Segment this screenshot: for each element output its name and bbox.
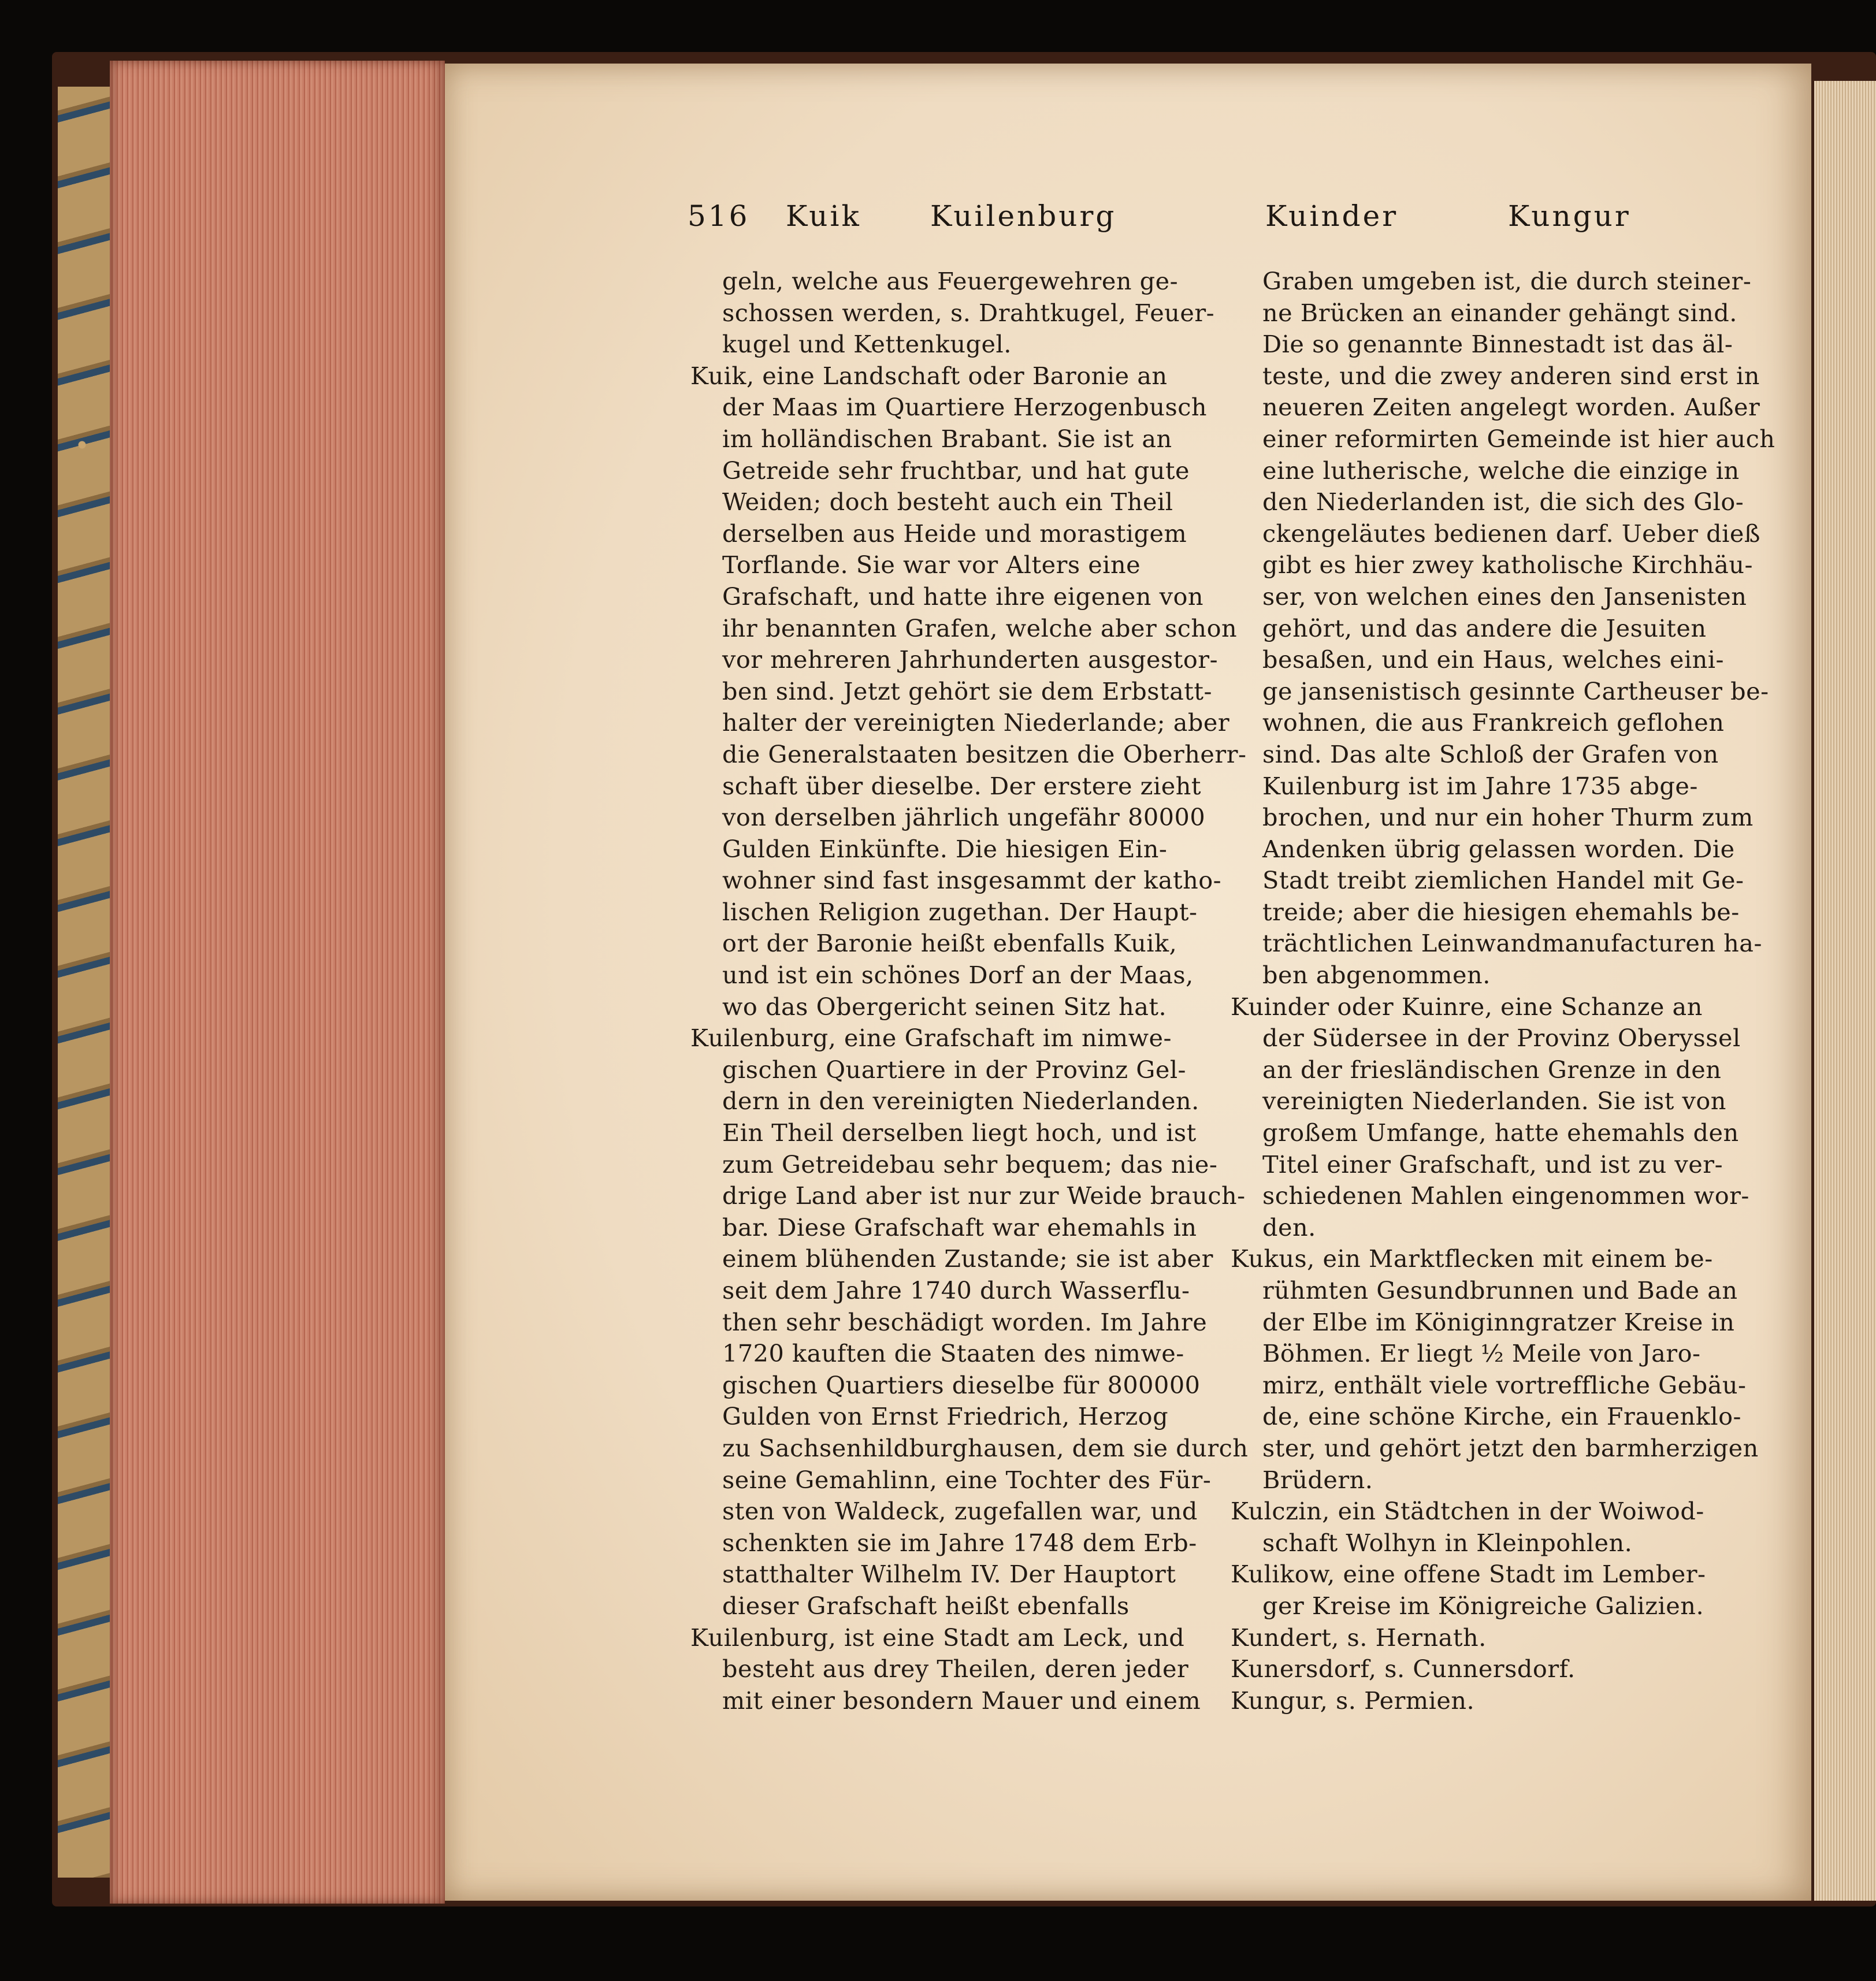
text-line: bar. Diese Grafschaft war ehemahls in	[722, 1213, 1197, 1242]
header-word: Kuilenburg	[930, 199, 1117, 233]
text-line: schossen werden, s. Drahtkugel, Feuer-	[722, 299, 1215, 327]
text-line: ckengeläutes bedienen darf. Ueber dieß	[1262, 519, 1760, 548]
text-line: teste, und die zwey anderen sind erst in	[1262, 362, 1760, 390]
text-line: schaft Wolhyn in Kleinpohlen.	[1262, 1529, 1633, 1557]
text-line: die Generalstaaten besitzen die Oberherr-	[722, 740, 1247, 768]
text-line: Die so genannte Binnestadt ist das äl-	[1262, 330, 1733, 359]
text-line: Getreide sehr fruchtbar, und hat gute	[722, 456, 1190, 485]
text-line: ben abgenommen.	[1262, 961, 1491, 990]
text-line: Gulden Einkünfte. Die hiesigen Ein-	[722, 835, 1168, 863]
text-line: den Niederlanden ist, die sich des Glo-	[1262, 488, 1744, 516]
text-line: eine lutherische, welche die einzige in	[1262, 456, 1740, 485]
text-line: gibt es hier zwey katholische Kirchhäu-	[1262, 551, 1753, 579]
header-word: Kuinder	[1265, 199, 1399, 233]
entry-headword-line: Kunersdorf, s. Cunnersdorf.	[1231, 1655, 1576, 1683]
text-line: Brüdern.	[1262, 1466, 1373, 1494]
text-line: schaft über dieselbe. Der erstere zieht	[722, 772, 1202, 800]
header-word: Kungur	[1508, 199, 1631, 233]
text-line: an der friesländischen Grenze in den	[1262, 1055, 1722, 1084]
text-line: drige Land aber ist nur zur Weide brauch-	[722, 1182, 1246, 1210]
page-number: 516	[688, 199, 750, 233]
text-line: gischen Quartiers dieselbe für 800000	[722, 1371, 1201, 1399]
text-line: statthalter Wilhelm IV. Der Hauptort	[722, 1560, 1176, 1589]
right-column	[1231, 266, 1775, 1716]
text-line: then sehr beschädigt worden. Im Jahre	[722, 1308, 1208, 1336]
text-line: Andenken übrig gelassen worden. Die	[1262, 835, 1735, 863]
entry-headword-line: Kulczin, ein Städtchen in der Woiwod-	[1231, 1497, 1704, 1526]
text-line: treide; aber die hiesigen ehemahls be-	[1262, 898, 1740, 926]
text-line: großem Umfange, hatte ehemahls den	[1262, 1119, 1739, 1147]
text-line: ser, von welchen eines den Jansenisten	[1262, 582, 1747, 611]
page-header	[688, 199, 1670, 240]
text-line: 1720 kauften die Staaten des nimwe-	[722, 1340, 1184, 1368]
text-line: den.	[1262, 1213, 1316, 1242]
text-line: brochen, und nur ein hoher Thurm zum	[1262, 804, 1754, 832]
text-line: schiedenen Mahlen eingenommen wor-	[1262, 1182, 1749, 1210]
page-edges-left	[110, 61, 445, 1904]
text-line: sind. Das alte Schloß der Grafen von	[1262, 740, 1719, 768]
text-line: kugel und Kettenkugel.	[722, 330, 1012, 359]
text-line: gehört, und das andere die Jesuiten	[1262, 614, 1707, 642]
text-line: seit dem Jahre 1740 durch Wasserflu-	[722, 1277, 1190, 1304]
text-line: wohner sind fast insgesammt der katho-	[722, 867, 1222, 895]
text-line: vor mehreren Jahrhunderten ausgestor-	[722, 646, 1219, 674]
text-line: trächtlichen Leinwandmanufacturen ha-	[1262, 930, 1762, 958]
text-line: derselben aus Heide und morastigem	[722, 519, 1187, 548]
text-line: wohnen, die aus Frankreich geflohen	[1262, 709, 1725, 737]
page-edges-right	[1814, 81, 1876, 1901]
text-line: der Elbe im Königinngratzer Kreise in	[1262, 1308, 1735, 1336]
text-line: seine Gemahlinn, eine Tochter des Für-	[722, 1466, 1212, 1494]
text-line: geln, welche aus Feuergewehren ge-	[722, 267, 1179, 295]
entry-headword-line: Kuinder oder Kuinre, eine Schanze an	[1231, 993, 1703, 1021]
text-line: neueren Zeiten angelegt worden. Außer	[1262, 393, 1760, 422]
entry-headword-line: Kulikow, eine offene Stadt im Lember-	[1231, 1560, 1706, 1589]
text-line: dern in den vereinigten Niederlanden.	[722, 1087, 1199, 1116]
text-line: lischen Religion zugethan. Der Haupt-	[722, 898, 1198, 926]
text-line: ben sind. Jetzt gehört sie dem Erbstatt-	[722, 677, 1213, 705]
text-line: Weiden; doch besteht auch ein Theil	[722, 488, 1173, 516]
text-line: Ein Theil derselben liegt hoch, und ist	[722, 1119, 1197, 1147]
text-line: ihr benannten Grafen, welche aber schon	[722, 614, 1238, 642]
text-line: von derselben jährlich ungefähr 80000	[722, 804, 1206, 832]
header-word: Kuik	[786, 199, 861, 233]
text-line: und ist ein schönes Dorf an der Maas,	[722, 961, 1194, 990]
text-line: Grafschaft, und hatte ihre eigenen von	[722, 582, 1204, 611]
text-line: ne Brücken an einander gehängt sind.	[1262, 299, 1737, 327]
text-line: ster, und gehört jetzt den barmherzigen	[1262, 1434, 1759, 1462]
entry-headword-line: Kuik, eine Landschaft oder Baronie an	[690, 362, 1168, 390]
text-line: vereinigten Niederlanden. Sie ist von	[1262, 1087, 1726, 1116]
text-line: ge jansenistisch gesinnte Cartheuser be-	[1262, 677, 1769, 705]
entry-headword-line: Kungur, s. Permien.	[1231, 1686, 1475, 1715]
text-line: rühmten Gesundbrunnen und Bade an	[1262, 1277, 1738, 1304]
text-line: Graben umgeben ist, die durch steiner-	[1262, 267, 1752, 295]
entry-headword-line: Kukus, ein Marktflecken mit einem be-	[1231, 1245, 1713, 1273]
text-line: mit einer besondern Mauer und einem	[722, 1686, 1201, 1715]
text-line: schenkten sie im Jahre 1748 dem Erb-	[722, 1529, 1197, 1557]
text-line: gischen Quartiere in der Provinz Gel-	[722, 1055, 1187, 1084]
text-line: ger Kreise im Königreiche Galizien.	[1262, 1592, 1704, 1620]
text-line: besteht aus drey Theilen, deren jeder	[722, 1655, 1189, 1683]
text-line: halter der vereinigten Niederlande; aber	[722, 709, 1230, 737]
text-line: im holländischen Brabant. Sie ist an	[722, 425, 1172, 453]
text-line: Böhmen. Er liegt ½ Meile von Jaro-	[1262, 1340, 1701, 1368]
text-line: de, eine schöne Kirche, ein Frauenklo-	[1262, 1403, 1742, 1431]
text-line: der Maas im Quartiere Herzogenbusch	[722, 393, 1208, 422]
text-line: Titel einer Grafschaft, und ist zu ver-	[1262, 1150, 1723, 1179]
text-line: zum Getreidebau sehr bequem; das nie-	[722, 1150, 1218, 1179]
text-line: zu Sachsenhildburghausen, dem sie durch	[722, 1434, 1249, 1462]
entry-headword-line: Kuilenburg, eine Grafschaft im nimwe-	[690, 1024, 1172, 1053]
text-line: besaßen, und ein Haus, welches eini-	[1262, 646, 1725, 674]
text-line: sten von Waldeck, zugefallen war, und	[722, 1497, 1198, 1526]
text-line: mirz, enthält viele vortreffliche Gebäu-	[1262, 1371, 1747, 1399]
entry-headword-line: Kundert, s. Hernath.	[1231, 1623, 1487, 1652]
text-line: Stadt treibt ziemlichen Handel mit Ge-	[1262, 867, 1744, 895]
left-column	[690, 266, 1249, 1716]
text-line: einer reformirten Gemeinde ist hier auch	[1262, 425, 1775, 453]
text-line: wo das Obergericht seinen Sitz hat.	[722, 993, 1167, 1021]
text-line: Gulden von Ernst Friedrich, Herzog	[722, 1403, 1169, 1431]
text-line: ort der Baronie heißt ebenfalls Kuik,	[722, 930, 1177, 958]
text-line: Torflande. Sie war vor Alters eine	[722, 551, 1141, 579]
text-line: Kuilenburg ist im Jahre 1735 abge-	[1262, 772, 1698, 800]
text-line: dieser Grafschaft heißt ebenfalls	[722, 1592, 1130, 1620]
text-line: einem blühenden Zustande; sie ist aber	[722, 1245, 1213, 1273]
text-line: der Südersee in der Provinz Oberyssel	[1262, 1024, 1741, 1053]
entry-headword-line: Kuilenburg, ist eine Stadt am Leck, und	[690, 1623, 1185, 1652]
